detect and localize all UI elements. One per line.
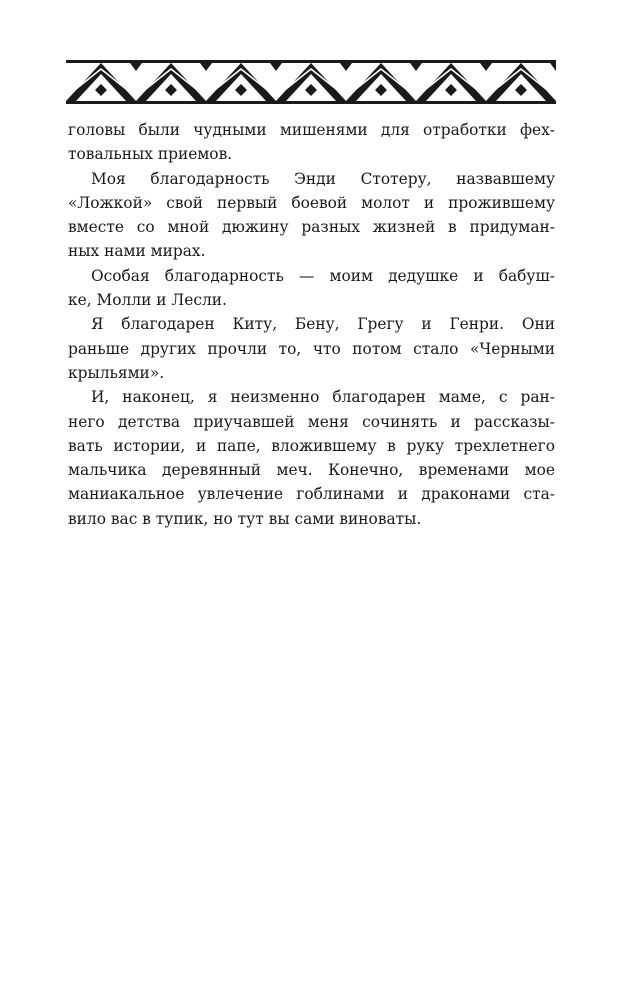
text-line: вместе со мной дюжину разных жизней в придуман- (68, 218, 555, 237)
text-line: И, наконец, я неизменно благодарен маме, с ран- (91, 388, 555, 407)
text-line: ке, Молли и Лесли. (68, 291, 227, 310)
text-line: товальных приемов. (68, 145, 233, 164)
text-line: маниакальное увлечение гоблинами и драконами ста- (68, 485, 555, 504)
text-line: Моя благодарность Энди Стотеру, назвавшему (91, 169, 555, 188)
text-line: Я благодарен Киту, Бену, Грегу и Генри. Они (91, 315, 555, 334)
text-line: головы были чудными мишенями для отработки фех- (68, 121, 555, 139)
text-line: крыльями». (68, 363, 165, 382)
text-line: вило вас в тупик, но тут вы сами виноваты. (68, 509, 422, 528)
paragraph-2 (68, 167, 555, 264)
text-line: него детства приучавшей меня сочинять и рассказы- (68, 412, 555, 431)
acknowledgements-text (68, 118, 555, 531)
text-line: «Ложкой» свой первый боевой молот и прожившему (68, 193, 555, 212)
paragraph-1 (68, 118, 555, 167)
text-line: мальчика деревянный меч. Конечно, временами мое (68, 461, 555, 480)
paragraph-5 (68, 385, 555, 531)
paragraph-4 (68, 312, 555, 385)
text-line: Особая благодарность — моим дедушке и бабуш- (91, 266, 555, 285)
paragraph-3 (68, 264, 555, 313)
text-line: ных нами мирах. (68, 242, 206, 261)
text-line: раньше других прочли то, что потом стало «Черными (68, 339, 555, 358)
zigzag-border-ornament-icon (66, 60, 556, 104)
text-line: вать истории, и папе, вложившему в руку трехлетнего (68, 436, 555, 455)
